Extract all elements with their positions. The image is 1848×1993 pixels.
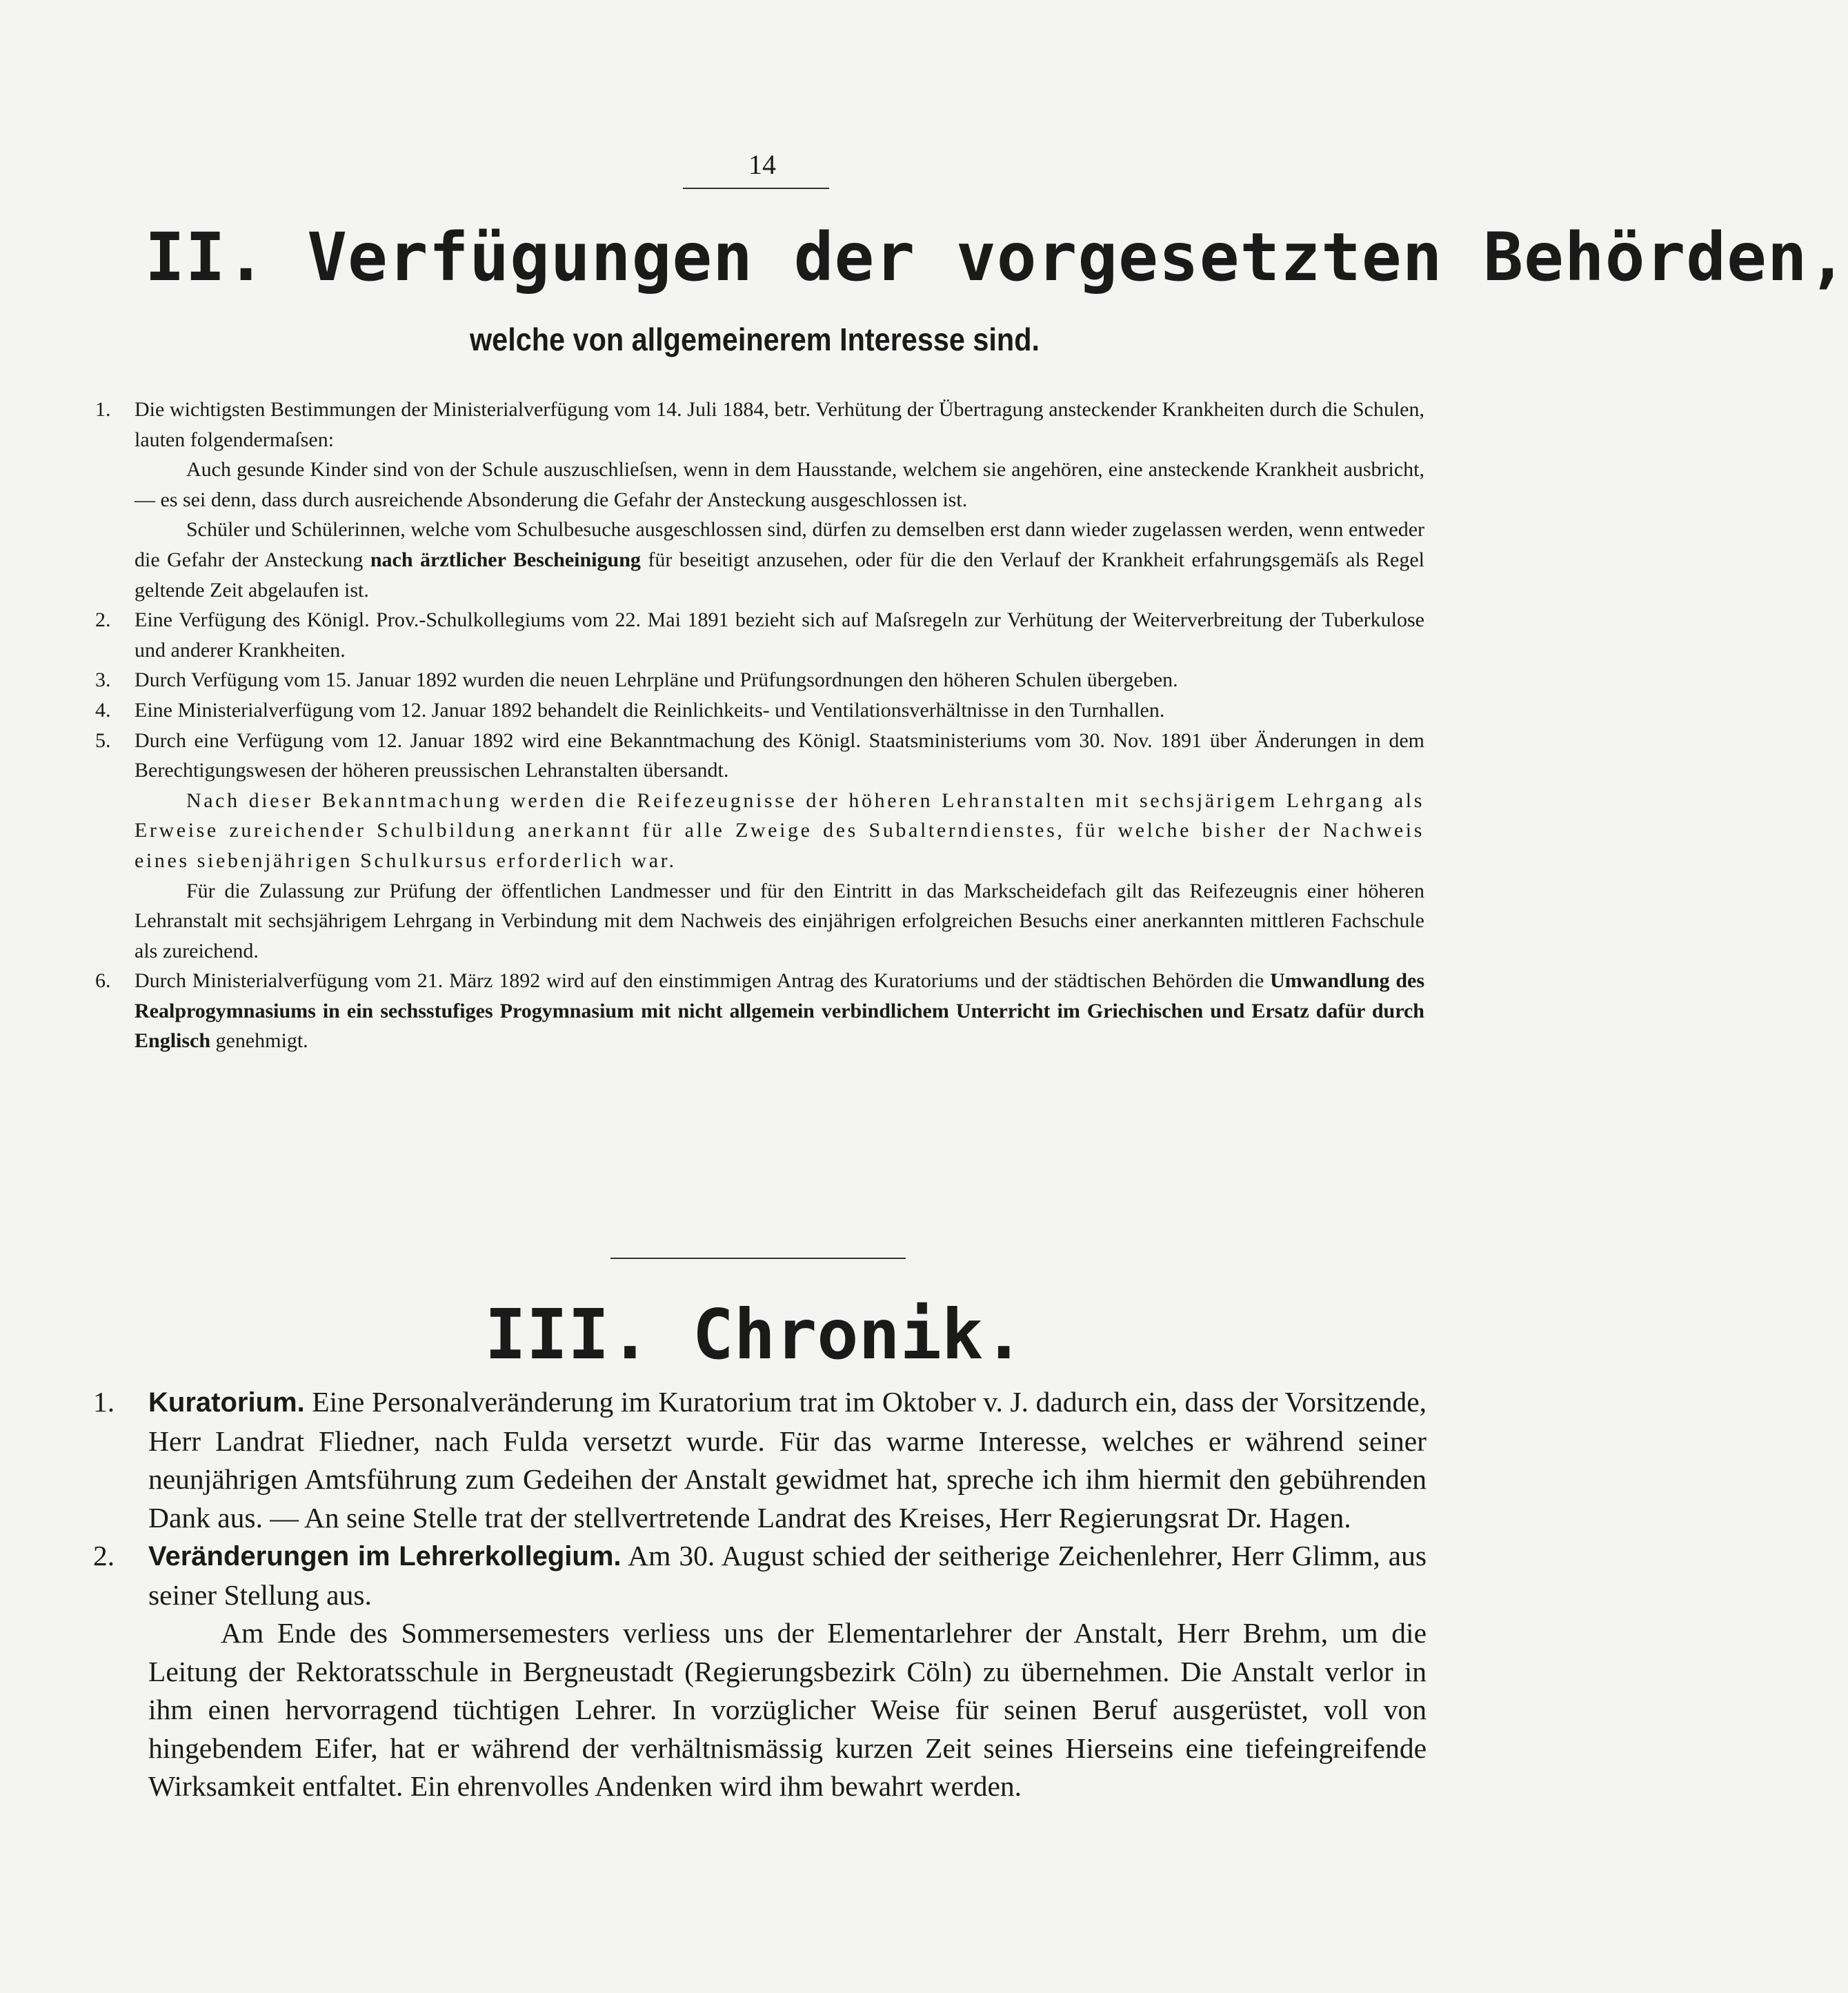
bold-text-run: Umwandlung des Realprogymnasiums in ein sechsstufiges Progymnasium mit nicht allgemein verbindlichem Unterricht im Griechischen und Ersatz dafür durch Englisch <box>135 969 1425 1053</box>
list-item-3 <box>95 665 1424 695</box>
item-number: 3. <box>95 668 111 692</box>
bold-text-run: nach ärztlicher Bescheinigung <box>370 548 641 571</box>
section-2-title: II. Verfügungen der vorgesetzten Behörden, <box>145 219 1848 296</box>
paragraph: Am Ende des Sommersemesters verliess uns der Elementarlehrer der Anstalt, Herr Brehm, um die Leitung der Rektoratsschule in Bergneustadt (Regierungsbezirk Cöln) zu übernehmen. Die Anstalt verlor in ihm einen hervorragend tüchtigen Lehrer. In vorzüglicher Weise für seinen Beruf ausgerüstet, voll von hingebendem Eifer, hat er während der verhältnismässig kurzen Zeit seines Hierseins eine tiefeingreifende Wirksamkeit entfaltet. Ein ehrenvolles Andenken wird ihm bewahrt werden. <box>148 1617 1427 1802</box>
paragraph <box>135 966 1424 1056</box>
item-number: 2. <box>95 608 111 632</box>
item-number: 1. <box>93 1386 115 1418</box>
paragraph: Eine Verfügung des Königl. Prov.-Schulkollegiums vom 22. Mai 1891 bezieht sich auf Maſsregeln zur Verhütung der Weiterverbreitung der Tuberkulose und anderer Krankheiten. <box>135 608 1424 662</box>
page-number: 14 <box>748 149 776 180</box>
paragraph: Eine Ministerialverfügung vom 12. Januar 1892 behandelt die Reinlichkeits- und Ventilationsverhältnisse in den Turnhallen. <box>135 698 1165 722</box>
item-number: 5. <box>95 728 111 752</box>
list-item-4 <box>95 695 1424 726</box>
paragraph <box>148 1537 1427 1614</box>
text-run: Am 30. August schied der seitherige Zeichenlehrer, Herr Glimm, aus seiner Stellung aus. <box>148 1540 1427 1611</box>
text-run: Durch Ministerialverfügung vom 21. März 1892 wird auf den einstimmigen Antrag des Kuratoriums und der städtischen Behörden die <box>135 969 1264 993</box>
list-item-6 <box>95 966 1425 1056</box>
item-number: 4. <box>95 698 111 722</box>
section-2-list <box>95 395 1425 1056</box>
chronik-item-1 <box>93 1383 1427 1537</box>
section-divider <box>610 1258 906 1259</box>
paragraph: Durch Verfügung vom 15. Januar 1892 wurden die neuen Lehrpläne und Prüfungsordnungen den höheren Schulen übergeben. <box>135 668 1178 692</box>
paragraph: Für die Zulassung zur Prüfung der öffentlichen Landmesser und für den Eintritt in das Markscheidefach gilt das Reifezeugnis einer höheren Lehranstalt mit sechsjährigem Lehrgang in Verbindung mit dem Nachweis des einjährigen erfolgreichen Besuchs einer anerkannten mittleren Fachschule als zureichend. <box>135 879 1424 962</box>
chronik-item-2 <box>93 1537 1427 1806</box>
text-run: Schüler und Schülerinnen, welche vom Schulbesuche ausgeschlossen sind, dürfen zu demselben erst dann wieder zugelassen werden, wenn entweder die Gefahr der Ansteckung <box>135 518 1424 571</box>
section-3-title: III. Chronik. <box>484 1294 1025 1375</box>
item-heading: Veränderungen im Lehrerkollegium. <box>148 1541 622 1571</box>
paragraph: Nach dieser Bekanntmachung werden die Reifezeugnisse der höheren Lehranstalten mit sechsjärigem Lehrgang als Erweise zureichender Schulbildung anerkannt für alle Zweige des Subalterndienstes, für welche bisher der Nachweis eines siebenjährigen Schulkursus erforderlich war. <box>135 789 1424 872</box>
paragraph <box>135 515 1424 605</box>
list-item-2 <box>95 605 1424 665</box>
paragraph <box>148 1383 1427 1537</box>
text-run: Eine Personalveränderung im Kuratorium trat im Oktober v. J. dadurch ein, dass der Vorsitzende, Herr Landrat Fliedner, nach Fulda versetzt wurde. Für das warme Interesse, welches er während seiner neunjährigen Amtsführung zum Gedeihen der Anstalt gewidmet hat, spreche ich ihm hiermit den gebührenden Dank aus. — An seine Stelle trat der stellvertretende Landrat des Kreises, Herr Regierungsrat Dr. Hagen. <box>148 1386 1427 1534</box>
paragraph: Durch eine Verfügung vom 12. Januar 1892 wird eine Bekanntmachung des Königl. Staatsministeriums vom 30. Nov. 1891 über Änderungen in dem Berechtigungswesen der höheren preussischen Lehranstalten übersandt. <box>135 728 1424 782</box>
section-2-subtitle: welche von allgemeinerem Interesse sind. <box>469 321 1040 357</box>
list-item-1 <box>95 395 1425 605</box>
paragraph: Auch gesunde Kinder sind von der Schule auszuschlieſsen, wenn in dem Hausstande, welchem sie angehören, eine ansteckende Krankheit ausbricht, — es sei denn, dass durch ausreichende Absonderung die Gefahr der Ansteckung ausgeschlossen ist. <box>135 458 1424 511</box>
list-item-5 <box>95 726 1424 966</box>
item-number: 6. <box>95 969 111 993</box>
section-3-list <box>93 1383 1427 1806</box>
item-heading: Kuratorium. <box>148 1387 305 1418</box>
page-number-rule <box>683 188 829 189</box>
item-number: 2. <box>93 1540 115 1571</box>
text-run: genehmigt. <box>215 1029 308 1053</box>
item-number: 1. <box>95 398 111 421</box>
text-run: für beseitigt anzusehen, oder für die den Verlauf der Krankheit erfahrungsgemäſs als Regel geltende Zeit abgelaufen ist. <box>135 548 1425 602</box>
paragraph: Die wichtigsten Bestimmungen der Ministerialverfügung vom 14. Juli 1884, betr. Verhütung der Übertragung ansteckender Krankheiten durch die Schulen, lauten folgendermaſsen: <box>135 398 1424 451</box>
